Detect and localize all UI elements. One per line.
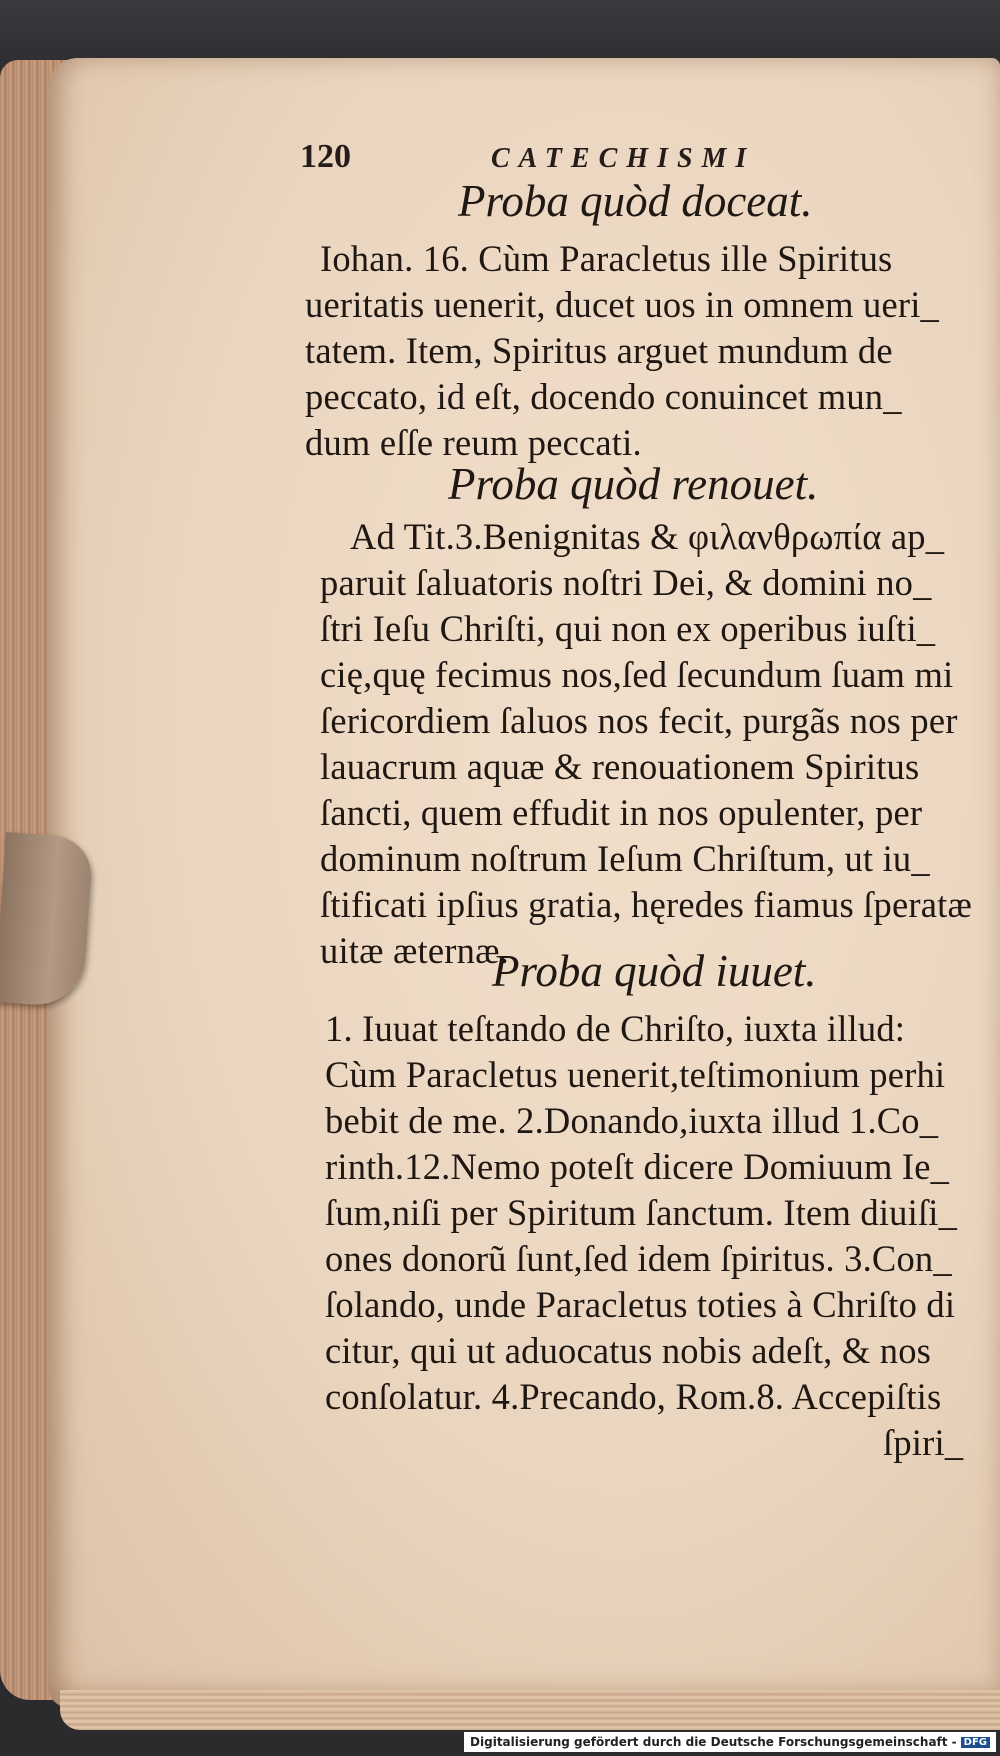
text-line: ueritatis uenerit, ducet uos in omnem ueri_ xyxy=(305,284,940,325)
text-line: ſum,niſi per Spiritum ſanctum. Item diuiſi_ xyxy=(325,1192,958,1233)
text-line: paruit ſaluatoris noſtri Dei, & domini no_ xyxy=(320,562,932,603)
text-line: ones donorũ ſunt,ſed idem ſpiritus. 3.Con_ xyxy=(325,1238,952,1279)
section-heading-iuuet: Proba quòd iuuet. xyxy=(492,946,817,996)
section-heading-doceat: Proba quòd doceat. xyxy=(458,176,813,226)
digitization-credit xyxy=(464,1732,996,1752)
text-line: cię,quę fecimus nos,ſed ſecundum ſuam mi xyxy=(320,654,954,695)
text-line: dominum noſtrum Ieſum Chriſtum, ut iu_ xyxy=(320,838,930,879)
text-line: bebit de me. 2.Donando,iuxta illud 1.Co_ xyxy=(325,1100,939,1141)
text-line: 1. Iuuat teſtando de Chriſto, iuxta illud: xyxy=(325,1008,906,1049)
text-line: ſolando, unde Paracletus toties à Chriſto di xyxy=(325,1284,956,1325)
text-line: tatem. Item, Spiritus arguet mundum de xyxy=(305,330,893,371)
book-title: CATECHISMI xyxy=(491,143,756,174)
credit-text: Digitalisierung gefördert durch die Deutsche Forschungsgemeinschaft - xyxy=(470,1735,957,1749)
text-line: lauacrum aquæ & renouationem Spiritus xyxy=(320,746,920,787)
text-line: uitæ æternæ. xyxy=(320,930,509,971)
text-line: dum eſſe reum peccati. xyxy=(305,422,642,463)
text-line: Cùm Paracletus uenerit,teſtimonium perhi xyxy=(325,1054,946,1095)
dfg-logo: DFG xyxy=(961,1737,990,1748)
text-line: ſtificati ipſius gratia, hęredes fiamus ſperatæ xyxy=(320,884,972,925)
text-line: Ad Tit.3.Benignitas & φιλανθρωπία ap_ xyxy=(350,516,945,557)
section-heading-renouet: Proba quòd renouet. xyxy=(448,459,819,509)
page-bottom-edge xyxy=(60,1690,1000,1730)
text-line: Iohan. 16. Cùm Paracletus ille Spiritus xyxy=(320,238,893,279)
text-line: ſancti, quem effudit in nos opulenter, per xyxy=(320,792,923,833)
page-number: 120 xyxy=(300,138,351,175)
text-line: ſtri Ieſu Chriſti, qui non ex operibus iuſti_ xyxy=(320,608,936,649)
text-line: conſolatur. 4.Precando, Rom.8. Accepiſtis xyxy=(325,1376,942,1417)
text-line: peccato, id eſt, docendo conuincet mun_ xyxy=(305,376,902,417)
catchword: ſpiri_ xyxy=(883,1422,964,1463)
text-line: citur, qui ut aduocatus nobis adeſt, & nos xyxy=(325,1330,932,1371)
text-line: ſericordiem ſaluos nos fecit, purgãs nos per xyxy=(320,700,958,741)
text-line: rinth.12.Nemo poteſt dicere Domiuum Ie_ xyxy=(325,1146,950,1187)
running-head xyxy=(300,138,940,176)
